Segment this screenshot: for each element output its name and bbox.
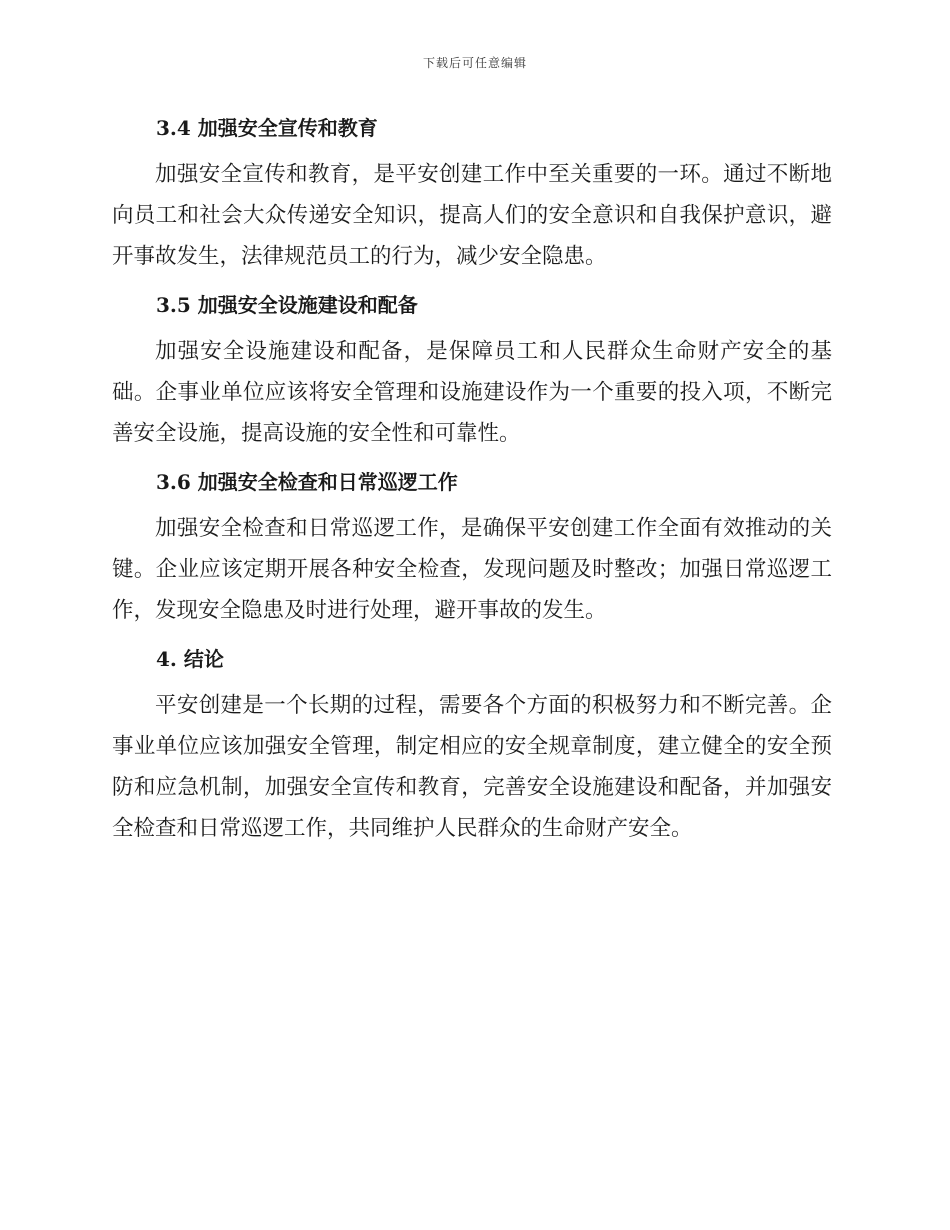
section-heading-3-6: 3.6 加强安全检查和日常巡逻工作: [156, 470, 458, 494]
section-heading-3-4: 3.4 加强安全宣传和教育: [156, 116, 378, 140]
section-paragraph-conclusion: 平安创建是一个长期的过程，需要各个方面的积极努力和不断完善。企事业单位应该加强安全管理，制定相应的安全规章制度，建立健全的安全预防和应急机制，加强安全宣传和教育，完善安全设施建设和配备，并加强安全检查和日常巡逻工作，共同维护人民群众的生命财产安全。: [112, 693, 832, 841]
section-paragraph-3-5: 加强安全设施建设和配备，是保障员工和人民群众生命财产安全的基础。企事业单位应该将安全管理和设施建设作为一个重要的投入项，不断完善安全设施，提高设施的安全性和可靠性。: [112, 339, 832, 446]
page-header: 下载后可任意编辑: [422, 56, 527, 70]
section-paragraph-3-4: 加强安全宣传和教育，是平安创建工作中至关重要的一环。通过不断地向员工和社会大众传递安全知识，提高人们的安全意识和自我保护意识，避开事故发生，法律规范员工的行为，减少安全隐患。: [112, 162, 832, 269]
section-heading-3-5: 3.5 加强安全设施建设和配备: [156, 293, 418, 317]
document-body: [112, 108, 832, 857]
section-heading-conclusion: 4. 结论: [156, 647, 224, 671]
section-paragraph-3-6: 加强安全检查和日常巡逻工作，是确保平安创建工作全面有效推动的关键。企业应该定期开展各种安全检查，发现问题及时整改；加强日常巡逻工作，发现安全隐患及时进行处理，避开事故的发生。: [112, 516, 832, 623]
